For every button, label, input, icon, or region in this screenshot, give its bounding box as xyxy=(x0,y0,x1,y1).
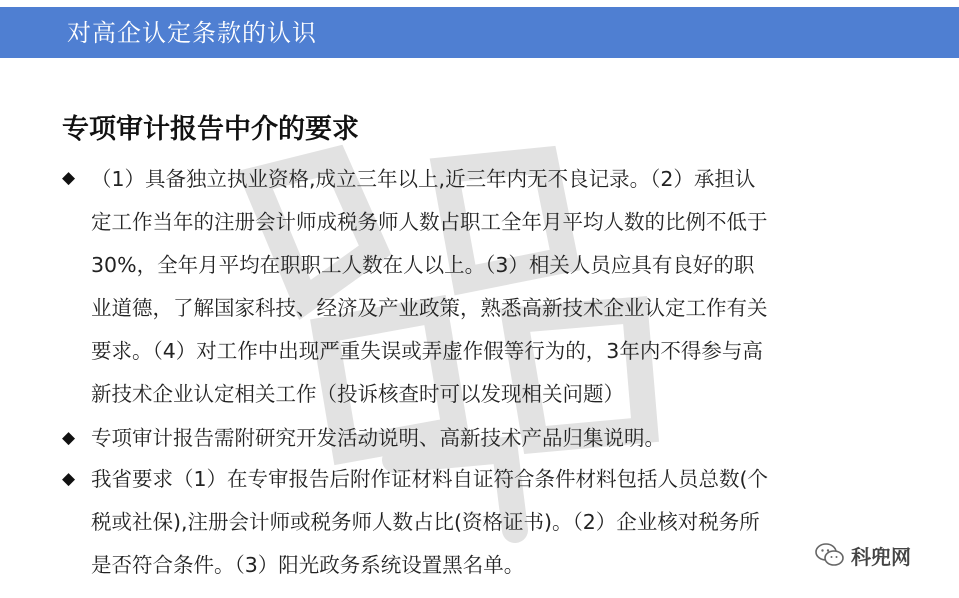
body-line: 税或社保),注册会计师或税务师人数占比(资格证书)。（2）企业核对税务所 xyxy=(91,510,760,534)
section-heading: 专项审计报告中介的要求 xyxy=(62,114,359,145)
bullet-icon: ◆ xyxy=(62,168,76,188)
title-bar xyxy=(0,7,959,58)
body-line: 业道德，了解国家科技、经济及产业政策，熟悉高新技术企业认定工作有关 xyxy=(91,296,768,320)
body-line: 我省要求（1）在专审报告后附作证材料自证符合条件材料包括人员总数(个 xyxy=(91,467,769,491)
body-line: 新技术企业认定相关工作（投诉核查时可以发现相关问题） xyxy=(91,382,624,406)
bullet-icon: ◆ xyxy=(62,428,76,448)
brand-watermark xyxy=(815,540,911,570)
brand-name: 科兜网 xyxy=(851,544,911,569)
body-line: 是否符合条件。（3）阳光政务系统设置黑名单。 xyxy=(91,553,525,577)
wechat-icon xyxy=(815,542,845,568)
body-line: 定工作当年的注册会计师成税务师人数占职工全年月平均人数的比例不低于 xyxy=(91,210,768,234)
body-line: 要求。（4）对工作中出现严重失误或弄虚作假等行为的，3年内不得参与高 xyxy=(91,339,763,363)
body-line: 专项审计报告需附研究开发活动说明、高新技术产品归集说明。 xyxy=(91,426,665,450)
slide-title: 对高企认定条款的认识 xyxy=(67,19,317,47)
body-line: 30%，全年月平均在职职工人数在人以上。（3）相关人员应具有良好的职 xyxy=(91,253,755,277)
body-line: （1）具备独立执业资格,成立三年以上,近三年内无不良记录。（2）承担认 xyxy=(91,167,756,191)
bullet-icon: ◆ xyxy=(62,469,76,489)
